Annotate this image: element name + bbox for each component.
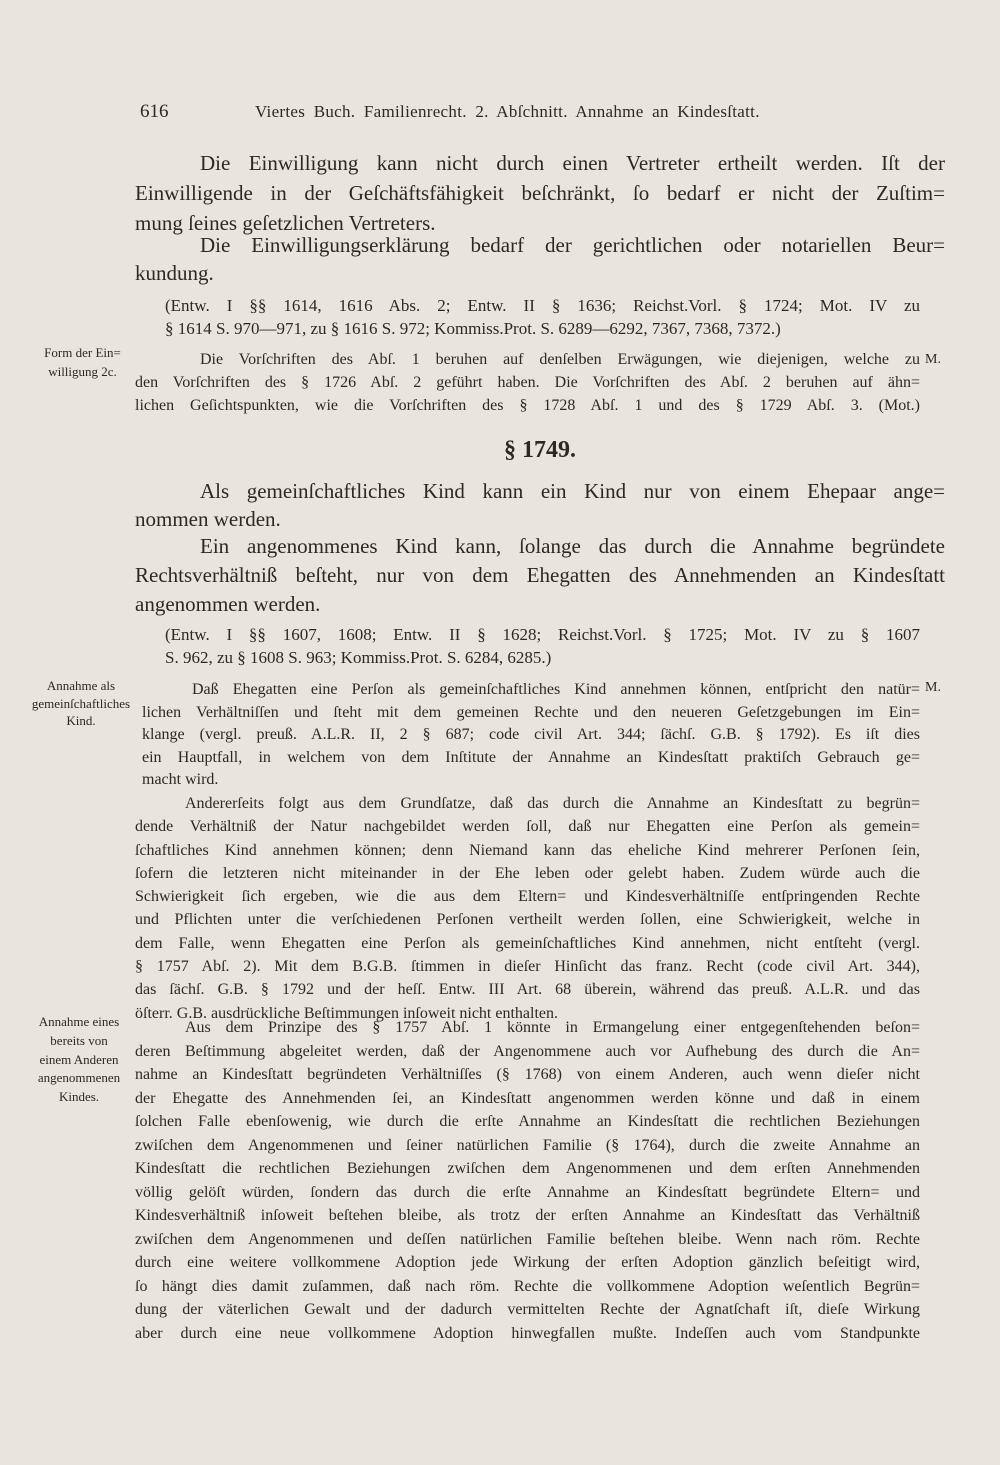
text-line: Einwilligende in der Geſchäftsfähigkeit beſchränkt, ſo bedarf er nicht der Zuſtim= (135, 181, 945, 205)
margin-note-line: Kind. (66, 713, 96, 728)
page-header (135, 100, 815, 124)
running-title: Viertes Buch. Familienrecht. 2. Abſchnitt. Annahme an Kindesſtatt. (255, 102, 760, 121)
text-line: Kindesverhältniß inſoweit beſtehen bleibe, als trotz der erſten Annahme an Kindesſtatt das Verhältniß (135, 1207, 920, 1224)
section-heading: § 1749. (504, 437, 576, 463)
text-line: zwiſchen dem Angenommenen und deſſen natürlichen Familie beſtehen bleibe. Wenn nach röm. Rechte (135, 1230, 920, 1248)
motive-paragraph (142, 679, 920, 792)
text-line: S. 962, zu § 1608 S. 963; Kommiss.Prot. S. 6284, 6285.) (165, 648, 552, 667)
page-number: 616 (140, 101, 169, 122)
text-line: das ſächſ. G.B. § 1792 und der heſſ. Entw. III Art. 68 überein, während das preuß. A.L.R. und das (135, 981, 920, 999)
law-paragraph (135, 231, 945, 287)
margin-note (25, 1013, 133, 1107)
law-paragraph (135, 477, 945, 533)
text-line: Ein angenommenes Kind kann, ſolange das durch die Annahme begründete (200, 534, 945, 558)
text-line: ſchaftliches Kind annehmen können; denn Niemand kann das eheliche Kind mehrerer Perſonen ſein, (135, 841, 920, 859)
motive-paragraph (135, 1016, 920, 1345)
text-line: Rechtsverhältniß beſteht, nur von dem Ehegatten des Annehmenden an Kindesſtatt (135, 563, 945, 587)
source-citation (165, 294, 920, 340)
margin-note-line: Kindes. (58, 1089, 100, 1104)
margin-note-line: Form der Ein= (44, 345, 121, 360)
margin-note-line: angenommenen (37, 1070, 121, 1086)
text-line: angenommen werden. (135, 592, 321, 616)
text-line: dung der väterlichen Gewalt und der dadurch vermittelten Rechte der Agnatſchaft iſt, dieſe Wirkung (135, 1301, 920, 1318)
text-line: § 1614 S. 970—971, zu § 1616 S. 972; Kommiss.Prot. S. 6289—6292, 7367, 7368, 7372.) (165, 319, 781, 338)
text-line: dende Verhältniß der Natur nachgebildet werden ſoll, daß nur Ehegatten eine Perſon als gemein= (135, 818, 920, 836)
margin-note-line: Annahme eines (38, 1014, 120, 1029)
text-line: nahme an Kindesſtatt begründeten Verhältniſſes (§ 1768) von einem Anderen, auch wenn dieſer nicht (135, 1066, 920, 1083)
margin-note-line: bereits von (50, 1032, 108, 1048)
text-line: völlig gelöſt würden, ſondern das durch die erſte Annahme an Kindesſtatt begründete Eltern= und (135, 1183, 920, 1201)
text-line: (Entw. I §§ 1607, 1608; Entw. II § 1628; Reichst.Vorl. § 1725; Mot. IV zu § 1607 (165, 625, 920, 644)
source-citation (165, 623, 920, 669)
text-line: § 1757 Abſ. 2). Mit dem B.G.B. ſtimmen in dieſer Hinſicht das franz. Recht (code civil Art. 344), (135, 958, 920, 976)
text-line: ſolchen Falle ebenſowenig, wie durch die erſte Annahme an Kindesſtatt die rechtlichen Beziehungen (135, 1113, 920, 1130)
motive-marker: M. (925, 680, 941, 695)
margin-note (22, 677, 140, 730)
text-line: den Vorſchriften des § 1726 Abſ. 2 geführt haben. Die Vorſchriften des Abſ. 2 beruhen auf ähn= (135, 374, 920, 391)
text-line: ſofern die letzteren nicht miteinander in der Ehe leben oder gelebt haben. Zudem würde auch die (135, 864, 920, 882)
motive-marker: M. (925, 352, 941, 367)
text-line: kundung. (135, 261, 214, 285)
text-line: lichen Geſichtspunkten, wie die Vorſchriften des § 1728 Abſ. 1 und des § 1729 Abſ. 3. (Mot.) (135, 397, 920, 414)
text-line: Aus dem Prinzipe des § 1757 Abſ. 1 könnte in Ermangelung einer entgegenſtehenden beſon= (185, 1019, 920, 1036)
text-line: macht wird. (142, 771, 219, 788)
text-line: mung ſeines geſetzlichen Vertreters. (135, 211, 436, 235)
text-line: durch eine weitere vollkommene Adoption jede Wirkung der erſten Adoption gänzlich beſeitigt wird, (135, 1254, 920, 1271)
text-line: aber durch eine neue vollkommene Adoption hinwegfallen mußte. Indeſſen auch vom Standpunkte (135, 1324, 920, 1342)
margin-note-line: einem Anderen (39, 1051, 119, 1067)
text-line: der Ehegatte des Annehmenden ſei, an Kindesſtatt angenommen werden könne und daß in einem (135, 1089, 920, 1107)
motive-paragraph (135, 792, 920, 1025)
text-line: ein Hauptfall, in welchem von dem Inſtitute der Annahme an Kindesſtatt praktiſch Gebrauch ge= (142, 748, 920, 766)
text-line: lichen Verhältniſſen und ſteht mit dem gemeinen Rechte und den neueren Geſetzgebungen im Ein= (142, 703, 920, 721)
law-paragraph (135, 532, 945, 619)
margin-note (25, 343, 140, 381)
text-line: Andererſeits folgt aus dem Grundſatze, daß das durch die Annahme an Kindesſtatt zu begrün= (185, 795, 920, 812)
text-line: Daß Ehegatten eine Perſon als gemeinſchaftliches Kind annehmen können, entſpricht den natür= (192, 681, 920, 698)
text-line: (Entw. I §§ 1614, 1616 Abs. 2; Entw. II § 1636; Reichst.Vorl. § 1724; Mot. IV zu (165, 296, 920, 315)
text-line: ſo hängt dies damit zuſammen, daß nach röm. Rechte die vollkommene Adoption weſentlich Begrün= (135, 1277, 920, 1295)
text-line: öſterr. G.B. ausdrückliche Beſtimmungen inſoweit nicht enthalten. (135, 1004, 559, 1022)
text-line: Schwierigkeit ſich ergeben, wie die aus dem Eltern= und Kindesverhältniſſe entſpringenden Rechte (135, 888, 920, 906)
text-line: dem Falle, wenn Ehegatten eine Perſon als gemeinſchaftliches Kind annehmen, nicht entſteht (vergl. (135, 934, 920, 952)
margin-note-line: gemeinſchaftliches (31, 695, 131, 711)
text-line: und Pflichten unter die verſchiedenen Perſonen vertheilt werden ſollen, eine Schwierigkeit, welche in (135, 911, 920, 929)
margin-note-line: Annahme als (46, 678, 116, 693)
text-line: zwiſchen dem Angenommenen und ſeiner natürlichen Familie (§ 1764), durch die zweite Annahme an (135, 1136, 920, 1154)
text-line: Die Einwilligung kann nicht durch einen Vertreter ertheilt werden. Iſt der (200, 151, 945, 175)
motive-paragraph (135, 348, 920, 417)
text-line: Die Einwilligungserklärung bedarf der gerichtlichen oder notariellen Beur= (200, 233, 945, 257)
text-line: Als gemeinſchaftliches Kind kann ein Kind nur von einem Ehepaar ange= (200, 479, 945, 503)
law-paragraph (135, 148, 945, 238)
text-line: klange (vergl. preuß. A.L.R. II, 2 § 687; code civil Art. 344; ſächſ. G.B. § 1792). Es iſt dies (142, 726, 920, 743)
text-line: Kindesſtatt die rechtlichen Beziehungen zwiſchen dem Angenommenen und dem erſten Annehmenden (135, 1160, 920, 1177)
text-line: nommen werden. (135, 507, 281, 531)
margin-note-line: willigung 2c. (48, 364, 117, 379)
text-line: Die Vorſchriften des Abſ. 1 beruhen auf denſelben Erwägungen, wie diejenigen, welche zu (200, 351, 920, 368)
text-line: deren Beſtimmung abgeleitet werden, daß der Angenommene auch vor Aufhebung des durch die An= (135, 1042, 920, 1060)
